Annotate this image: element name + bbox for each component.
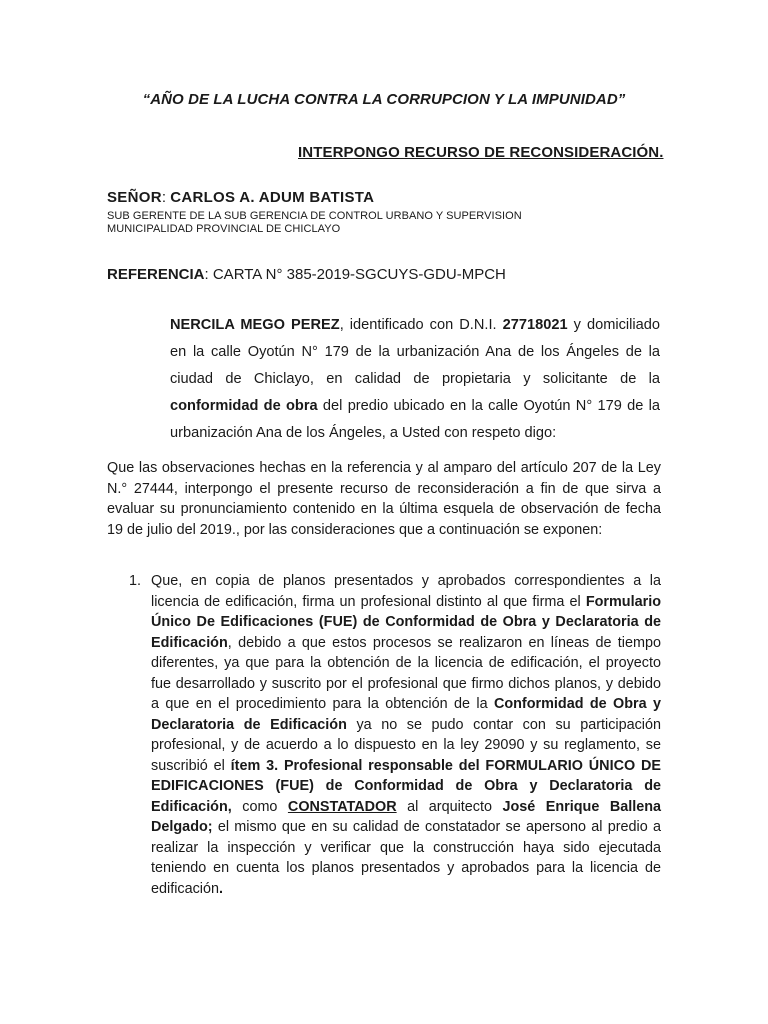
conformity-phrase: conformidad de obra (170, 398, 318, 414)
item-text: ya no se pudo contar con su participación profesional, y de acuerdo a lo dispuesto en la ley 29090 y su reglamento, se suscribió el (151, 716, 662, 774)
list-item-text (151, 571, 661, 899)
intro-paragraph (170, 312, 660, 447)
list-item-number: 1. (129, 573, 142, 589)
architect-name: José Enrique Ballena Delgado; (151, 798, 662, 835)
item-text: Que, en copia de planos presentados y aprobados correspondientes a la licencia de edificación, firma un profesional distinto al que firma el (151, 573, 661, 610)
dni-number: 27718021 (502, 317, 568, 333)
reference-value: : CARTA N° 385-2019-SGCUYS-GDU-MPCH (204, 266, 506, 283)
item-bold: Conformidad de Obra y Declaratoria de Edificación (151, 696, 661, 733)
item-text: , debido a que estos procesos se realizaron en líneas de tiempo diferentes, ya que para la obtención de la licencia de edificación, el proyecto fue desarrollado y suscrito por el profesional que firmo dichos planos, y debido a que en el procedimiento para la obtención de la (151, 634, 661, 712)
addressee-name: CARLOS A. ADUM BATISTA (170, 189, 375, 206)
document-title: INTERPONGO RECURSO DE RECONSIDERACIÓN. (298, 144, 664, 161)
intro-text: del predio ubicado en la calle Oyotún N° 179 de la urbanización Ana de los Ángeles, a Usted con respeto digo: (170, 398, 660, 441)
item-bold: . (219, 880, 223, 897)
item-text: al arquitecto (396, 798, 503, 815)
item-text: el mismo que en su calidad de constatador se apersono al predio a realizar la inspección y verificar que la construcción haya sido ejecutada teniendo en cuenta los planos presentados y aprobados para la licencia de edificación (151, 819, 661, 897)
addressee-position: SUB GERENTE DE LA SUB GERENCIA DE CONTROL URBANO Y SUPERVISION (107, 210, 522, 222)
addressee-line (107, 189, 374, 206)
intro-text: , identificado con D.N.I. (339, 317, 503, 333)
reference-line (107, 266, 506, 283)
item-bold: ítem 3. Profesional responsable del FORMULARIO ÚNICO DE EDIFICACIONES (FUE) de Conformidad de Obra y Declaratoria de Edificación, (151, 757, 661, 815)
salutation: SEÑOR (107, 189, 162, 206)
salutation-separator: : (161, 189, 171, 206)
item-text: como (231, 798, 288, 815)
year-motto: “AÑO DE LA LUCHA CONTRA LA CORRUPCION Y LA IMPUNIDAD” (142, 91, 626, 108)
intro-text: y domiciliado en la calle Oyotún N° 179 de la urbanización Ana de los Ángeles de la ciudad de Chiclayo, en calidad de propietaria y solicitante de la (170, 317, 660, 387)
reference-label: REFERENCIA (107, 266, 205, 283)
petitioner-name: NERCILA MEGO PEREZ (170, 317, 340, 333)
constatador-term: CONSTATADOR (287, 798, 397, 815)
item-bold: Formulario Único De Edificaciones (FUE) de Conformidad de Obra y Declaratoria de Edificación (151, 593, 661, 651)
body-paragraph: Que las observaciones hechas en la referencia y al amparo del artículo 207 de la Ley N.° 27444, interpongo el presente recurso de reconsideración a fin de que sirva a evaluar su pronunciamiento contenido en la última esquela de observación de fecha 19 de julio del 2019., por las consideraciones que a continuación se exponen: (107, 460, 661, 538)
addressee-institution: MUNICIPALIDAD PROVINCIAL DE CHICLAYO (107, 223, 341, 235)
